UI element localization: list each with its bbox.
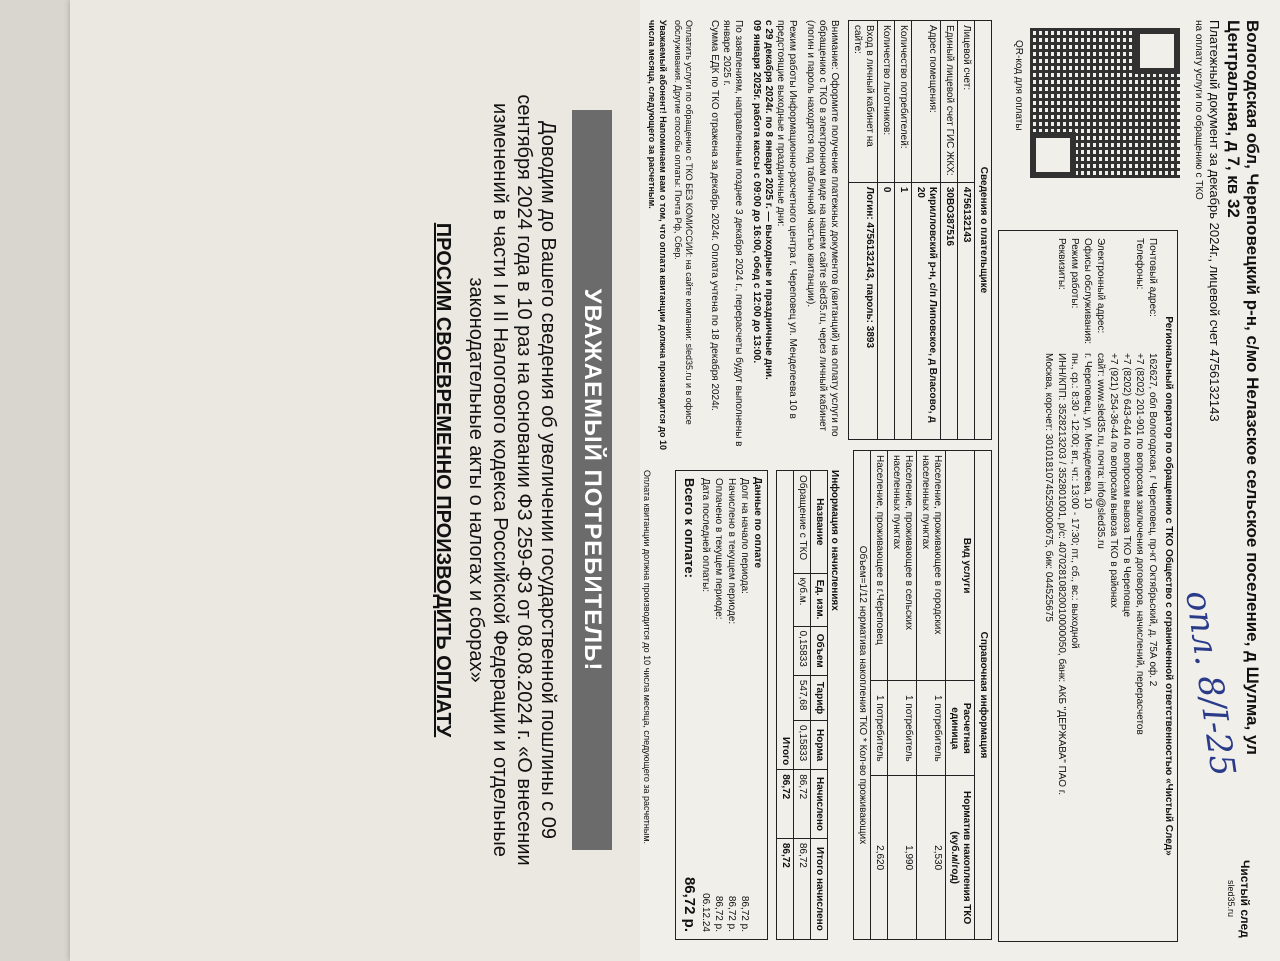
reference-footnote: Объем=1/12 норматива накопления ТКО * Кол-во проживающих <box>854 451 871 940</box>
reference-row <box>917 451 946 940</box>
no-commission-note: Оплатить услуги по обращению с ТКО БЕЗ КОМИССИИ: на сайте компании: sled35.ru и в офисе обслуживания. Другие способы оплаты: Почта Рф, Сбер. <box>673 20 694 425</box>
operator-row <box>1120 237 1133 796</box>
payment-label: Начислено в текущем периоде: <box>726 478 737 625</box>
payer-value: Кирилловский р-н, с/п Липовское, д Власово, д 20 <box>912 182 941 439</box>
payer-row <box>958 21 975 440</box>
charges-cell: куб.м. <box>794 573 811 626</box>
operator-label: Реквизиты: <box>1056 238 1067 290</box>
payer-value: 30ВО387516 <box>941 182 958 439</box>
payer-label: Вход в личный кабинет на сайте: <box>849 21 878 183</box>
payer-row <box>849 21 878 440</box>
charges-header: Объем <box>811 626 828 675</box>
payer-value: Логин: 4756132143, пароль: 3893 <box>849 182 878 439</box>
payer-label: Количество льготников: <box>878 21 895 183</box>
operator-label: Электронный адрес: <box>1095 238 1106 334</box>
payer-label: Количество потребителей: <box>895 21 912 183</box>
reference-cell: 1,990 <box>888 776 917 940</box>
operator-value: 162627, обл Вологодская, г Череповец, пр-кт Октябрьский, д. 75А оф. 2 <box>1147 353 1158 687</box>
charges-row <box>794 471 811 940</box>
payment-value: 86,72 р. <box>739 895 750 932</box>
reference-title: Справочная информация <box>975 451 992 940</box>
reference-row <box>871 451 888 940</box>
payer-row <box>941 21 958 440</box>
charges-total-final: 86,72 <box>777 838 794 939</box>
qr-code <box>1030 28 1180 178</box>
operator-label: Телефоны: <box>1134 238 1145 290</box>
payment-label: Оплачено в текущем периоде: <box>713 478 724 620</box>
operator-value: +7 (921) 254-36-44 по вопросам вывоза ТКО в районах <box>1108 353 1119 608</box>
reference-cell: Население, проживающее в сельских населенных пунктах <box>888 451 917 681</box>
operator-label <box>1120 237 1133 352</box>
payer-row <box>912 21 941 440</box>
payment-box <box>675 470 768 940</box>
fee-increase-notice: Доводим до Вашего сведения об увеличении государственной пошлины с 09 сентября 2024 года в 10 раз на основании ФЗ 259-ФЗ от 08.08.2024 г. «О внесении изменений в части I и II Налогового кодекса Российской Федерации и отдельные законодательные акты о налогах и сборах» <box>465 94 559 866</box>
payer-row <box>878 21 895 440</box>
payer-row <box>895 21 912 440</box>
operator-row <box>1146 237 1159 796</box>
reference-cell: Население, проживающее в г.Череповец <box>871 451 888 681</box>
payment-document <box>70 0 1280 961</box>
operator-label <box>1042 237 1055 352</box>
charges-header: Название <box>811 471 828 574</box>
charges-cell: 86,72 <box>794 770 811 839</box>
reference-header: Норматив накопления ТКО (куб.м/год) <box>946 776 975 940</box>
payer-label: Лицевой счет: <box>958 21 975 183</box>
payment-row <box>699 477 712 933</box>
charges-table <box>776 470 828 940</box>
payer-value: 1 <box>895 182 912 439</box>
charges-header: Норма <box>811 720 828 769</box>
charges-cell: 0,15833 <box>794 626 811 675</box>
charges-cell: 86,72 <box>794 838 811 939</box>
reference-header: Вид услуги <box>946 451 975 681</box>
charges-header: Итого начислено <box>811 838 828 939</box>
operator-label: Режим работы: <box>1069 238 1080 309</box>
company-logo <box>1238 860 1252 938</box>
operator-value: сайт: www.sled35.ru, почта: info@sled35.ru <box>1095 353 1106 549</box>
document-title: Платежный документ за декабрь 2024г., лицевой счет 4756132143 <box>1207 20 1222 422</box>
reminder-note: Уважаемый абонент! Напоминаем вам о том, что оплата квитанции должна производится до 10 числа месяца, следующего за расчетным. <box>647 20 668 451</box>
operator-row <box>1042 237 1055 796</box>
payer-value: 4756132143 <box>958 182 975 439</box>
reference-cell: Население, проживающее в городских населенных пунктах <box>917 451 946 681</box>
payment-table <box>680 477 751 933</box>
reference-table <box>853 450 992 940</box>
operator-row <box>1068 237 1081 796</box>
payer-label: Единый лицевой счет ГИС ЖКХ: <box>941 21 958 183</box>
rotated-document <box>100 0 1280 961</box>
payment-title: Данные по оплате <box>752 477 763 569</box>
payment-value: 86,72 р. <box>726 895 737 932</box>
logo-site: sled35.ru <box>1226 880 1236 918</box>
payer-table <box>848 20 992 440</box>
operator-label <box>1107 237 1120 352</box>
address-line-2: Центральная, д 7, кв 32 <box>1224 20 1243 218</box>
operator-label: Офисы обслуживания: <box>1082 238 1093 345</box>
operator-value: г. Череповец, ул. Менделеева, 10 <box>1082 353 1093 509</box>
reference-row <box>888 451 917 940</box>
charges-header: Ед. изм. <box>811 573 828 626</box>
logo-text: Чистый след <box>1238 860 1252 938</box>
reference-cell: 2,530 <box>917 776 946 940</box>
consumer-banner: УВАЖАЕМЫЙ ПОТРЕБИТЕЛЬ! <box>572 110 612 850</box>
reference-header: Расчетная единица <box>946 681 975 776</box>
payment-value: 06.12.24 <box>700 893 711 932</box>
reference-section <box>853 450 992 940</box>
charges-title: Информация о начислениях <box>829 470 840 611</box>
payer-title: Сведения о плательщике <box>975 21 992 440</box>
payment-value: 86,72 р. <box>713 895 724 932</box>
notice-schedule-bold: с 29 декабря 2024г. по 8 января 2025 г. — выходные и праздничные дни. <box>763 20 774 380</box>
address-line-1: Вологодская обл, Череповецкий р-н, с/мо Нелазское сельское поселение, д Шулма, ул <box>1243 20 1262 755</box>
charges-total-accrued: 86,72 <box>777 770 794 839</box>
charges-total-label: Итого <box>777 471 794 770</box>
operator-table <box>1042 237 1159 796</box>
charges-header: Начислено <box>811 770 828 839</box>
payment-total-value: 86,72 р. <box>681 876 698 932</box>
charges-section <box>675 470 840 940</box>
operator-value: +7 (8202) 201-901 по вопросам заключения договоров, начислений, перерасчетов <box>1134 353 1145 735</box>
pay-on-time-notice: ПРОСИМ СВОЕВРЕМЕННО ПРОИЗВОДИТЬ ОПЛАТУ <box>432 222 454 738</box>
reference-cell: 1 потребитель <box>871 681 888 776</box>
payment-deadline: Оплата квитанции должна производится до 10 числа месяца, следующего за расчетным. <box>642 470 652 845</box>
payment-total-label: Всего к оплате: <box>682 478 697 578</box>
charges-cell: 0,15833 <box>794 720 811 769</box>
operator-row <box>1081 237 1094 796</box>
operator-row <box>1107 237 1120 796</box>
payment-label: Дата последней оплаты: <box>700 478 711 593</box>
qr-caption: QR-код для оплаты <box>1013 40 1024 131</box>
notice-schedule: Режим работы Информационно-расчетного центра г. Череповец ул. Менделеева 10 в предстоящие выходные и праздничные дни: <box>775 20 798 419</box>
payer-section <box>848 20 992 440</box>
reference-cell: 1 потребитель <box>917 681 946 776</box>
reference-cell: 2,620 <box>871 776 888 940</box>
charges-header: Тариф <box>811 675 828 720</box>
document-subtitle: на оплату услуги по обращению с ТКО <box>1193 20 1204 200</box>
notice-block <box>708 20 840 460</box>
payment-row <box>712 477 725 933</box>
payment-row <box>725 477 738 933</box>
operator-value: +7 (8202) 643-644 по вопросам вывоза ТКО в Череповце <box>1121 353 1132 618</box>
payer-label: Адрес помещения: <box>912 21 941 183</box>
operator-row <box>1094 237 1107 796</box>
payment-label: Долг на начало периода: <box>739 478 750 594</box>
notice-edk: Сумма ЕДК по ТКО отражена за декабрь 2024г. Оплата учтена по 18 декабря 2024г. <box>709 20 720 411</box>
operator-row <box>1133 237 1146 796</box>
charges-cell: Обращение с ТКО <box>794 471 811 574</box>
operator-value: Москва, корсчет: 30101810745250000675, бик: 044525675 <box>1043 353 1054 622</box>
operator-value: пн., ср.: 8:30 - 12:00; вт., чт.: 13:00 - 17:30; пт., сб., вс.: выходной <box>1069 353 1080 649</box>
reference-cell: 1 потребитель <box>888 681 917 776</box>
handwritten-note: опл. 8/I-25 <box>1177 588 1243 779</box>
operator-value: ИНН/КПП: 3528213203 / 352801001, р/с: 40702810820010000050, банк: АКБ "ДЕРЖАВА" ПАО г. <box>1056 353 1067 795</box>
notice-recalc: По заявлениям, направленным позднее 3 декабря 2024 г., перерасчеты будут выполнены в январе 2025 г. <box>721 20 744 447</box>
payer-value: 0 <box>878 182 895 439</box>
charges-cell: 547,68 <box>794 675 811 720</box>
notice-schedule-bold2: 09 января 2025г. работа кассы с 09:00 до 16:00, обед с 12:00 до 13:00. <box>751 20 762 364</box>
operator-label: Почтовый адрес: <box>1147 238 1158 317</box>
notice-attention: Внимание: Оформите получение платежных документов (квитанций) на оплату услуги по обращению с ТКО в электронном виде на нашем сайте sled35.ru, через личный кабинет (логин и пароль находятся под табличной частью квитанции). <box>805 20 840 437</box>
payment-row <box>738 477 751 933</box>
operator-title: Региональный оператор по обращению с ТКО Общество с ограниченной ответственностью «Чистый След» <box>1163 316 1174 856</box>
operator-info-box <box>998 230 1178 942</box>
operator-row <box>1055 237 1068 796</box>
